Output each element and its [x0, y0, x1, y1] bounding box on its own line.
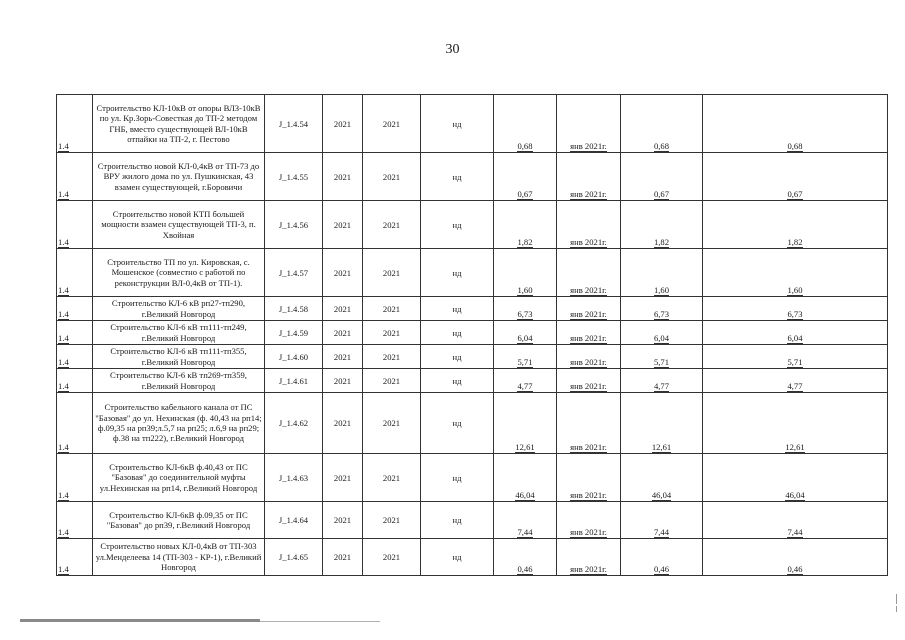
cell-code — [57, 321, 93, 345]
cell-year-start — [323, 321, 363, 345]
cell-year-start-text: 2021 — [333, 267, 352, 278]
cell-year-start-text: 2021 — [333, 118, 352, 129]
cell-value-2-text: 0,68 — [653, 141, 670, 151]
table-row — [57, 369, 888, 393]
cell-project-id — [265, 454, 323, 502]
cell-value — [494, 539, 557, 576]
cell-year-start — [323, 153, 363, 201]
cell-value-2-text: 1,60 — [653, 285, 670, 295]
cell-project-id-text: J_1.4.56 — [278, 219, 309, 230]
cell-description-text: Строительство КЛ-6 кВ тп111-тп249, г.Великий Новгород — [110, 322, 247, 343]
cell-value-3 — [703, 369, 888, 393]
cell-value-text: 0,68 — [517, 141, 533, 151]
cell-value-text: 1,60 — [517, 285, 533, 295]
table-row — [57, 454, 888, 502]
cell-value-3 — [703, 95, 888, 153]
page-number: 30 — [445, 42, 460, 57]
cell-value-2-text: 1,82 — [653, 237, 670, 247]
cell-date-text: янв 2021г. — [570, 333, 607, 343]
cell-value-text: 12,61 — [515, 442, 535, 452]
cell-note-text: нд — [452, 327, 462, 338]
cell-value-3-text: 0,67 — [787, 189, 803, 199]
cell-note-text: нд — [452, 118, 462, 129]
cell-code — [57, 95, 93, 153]
cell-description-text: Строительство КЛ-6 кВ тп269-тп359, г.Великий Новгород — [110, 370, 247, 391]
cell-value — [494, 454, 557, 502]
cell-value — [494, 345, 557, 369]
cell-value-2-text: 12,61 — [651, 442, 672, 452]
cell-date-text: янв 2021г. — [570, 442, 607, 452]
cell-project-id — [265, 369, 323, 393]
cell-value-text: 5,71 — [517, 357, 533, 367]
cell-date-text: янв 2021г. — [570, 285, 607, 295]
cell-value-3-text: 7,44 — [787, 527, 803, 537]
cell-value-2 — [621, 297, 703, 321]
cell-date — [557, 502, 621, 539]
cell-value-3 — [703, 201, 888, 249]
cell-project-id — [265, 393, 323, 454]
cell-value-3 — [703, 454, 888, 502]
cell-description-text: Строительство КЛ-10кВ от опоры ВЛЗ-10кВ по ул. Кр.Зорь-Совесткая до ТП-2 методом ГНБ, вместо существующей ВЛ-10кВ отпайки на ТП-2, г. Пестово — [96, 102, 261, 144]
cell-value-2-text: 5,71 — [653, 357, 670, 367]
cell-code-text: 1.4 — [58, 285, 69, 295]
cell-date — [557, 393, 621, 454]
cell-description-text: Строительство КЛ-6кВ ф.09,35 от ПС "Базовая" до рп39, г.Великий Новгород — [106, 509, 251, 530]
cell-code-text: 1.4 — [58, 527, 69, 537]
cell-description — [93, 454, 265, 502]
cell-year-end — [363, 201, 421, 249]
cell-value-3 — [703, 321, 888, 345]
cell-project-id — [265, 321, 323, 345]
cell-year-start — [323, 502, 363, 539]
cell-project-id-text: J_1.4.58 — [278, 303, 309, 314]
cell-value-2 — [621, 345, 703, 369]
cell-year-start-text: 2021 — [333, 515, 352, 525]
cell-value-text: 0,46 — [517, 564, 533, 574]
cell-description — [93, 393, 265, 454]
cell-project-id-text: J_1.4.60 — [278, 351, 309, 362]
cell-value-3-text: 1,82 — [787, 237, 803, 247]
cell-note — [421, 321, 494, 345]
cell-year-end-text: 2021 — [382, 267, 401, 278]
cell-value-3-text: 46,04 — [785, 490, 805, 500]
cell-project-id — [265, 153, 323, 201]
cell-note — [421, 393, 494, 454]
cell-project-id — [265, 201, 323, 249]
cell-code-text: 1.4 — [58, 564, 69, 574]
cell-description-text: Строительство ТП по ул. Кировская, с. Мошенское (совместно с работой по реконструкции ВЛ-0,4кВ от ТП-1). — [107, 256, 250, 288]
cell-note — [421, 345, 494, 369]
cell-code — [57, 393, 93, 454]
cell-year-end-text: 2021 — [382, 375, 401, 386]
cell-code — [57, 249, 93, 297]
cell-project-id — [265, 502, 323, 539]
cell-date — [557, 201, 621, 249]
cell-year-start — [323, 297, 363, 321]
cell-description — [93, 153, 265, 201]
cell-value-2 — [621, 502, 703, 539]
cell-description — [93, 345, 265, 369]
cell-date-text: янв 2021г. — [570, 381, 607, 391]
cell-value-text: 6,04 — [517, 333, 533, 343]
cell-date-text: янв 2021г. — [570, 309, 607, 319]
cell-value-3-text: 12,61 — [785, 442, 805, 452]
cell-note-text: нд — [452, 303, 462, 314]
cell-date-text: янв 2021г. — [570, 527, 607, 537]
cell-project-id — [265, 539, 323, 576]
cell-project-id-text: J_1.4.55 — [278, 171, 309, 182]
table-row — [57, 95, 888, 153]
cell-year-end — [363, 249, 421, 297]
table-row — [57, 249, 888, 297]
cell-project-id-text: J_1.4.65 — [278, 552, 309, 562]
cell-value-3-text: 1,60 — [787, 285, 803, 295]
cell-project-id — [265, 297, 323, 321]
cell-code-text: 1.4 — [58, 442, 69, 452]
cell-code-text: 1.4 — [58, 381, 69, 391]
cell-project-id-text: J_1.4.64 — [278, 515, 309, 525]
cell-note-text: нд — [452, 219, 462, 230]
cell-note — [421, 201, 494, 249]
cell-value — [494, 321, 557, 345]
table-body — [57, 95, 888, 576]
cell-year-end-text: 2021 — [382, 418, 401, 428]
cell-note-text: нд — [452, 418, 462, 428]
cell-code — [57, 345, 93, 369]
cell-date — [557, 153, 621, 201]
cell-year-end — [363, 539, 421, 576]
cell-note — [421, 297, 494, 321]
cell-project-id-text: J_1.4.57 — [278, 267, 309, 278]
cell-project-id-text: J_1.4.62 — [278, 418, 309, 428]
cell-value-2 — [621, 454, 703, 502]
cell-value-2 — [621, 201, 703, 249]
cell-code — [57, 539, 93, 576]
cell-year-start-text: 2021 — [333, 472, 352, 483]
cell-year-start-text: 2021 — [333, 171, 352, 182]
cell-value-3-text: 0,46 — [787, 564, 803, 574]
cell-value-3 — [703, 249, 888, 297]
cell-description — [93, 321, 265, 345]
table-row — [57, 345, 888, 369]
cell-description-text: Строительство КЛ-6 кВ тп111-тп355, г.Великий Новгород — [110, 346, 247, 367]
cell-year-end-text: 2021 — [382, 472, 401, 483]
cell-description — [93, 539, 265, 576]
cell-description — [93, 249, 265, 297]
scan-edge-mark — [896, 606, 897, 612]
cell-year-start-text: 2021 — [333, 219, 352, 230]
cell-note — [421, 95, 494, 153]
cell-code-text: 1.4 — [58, 309, 69, 319]
cell-value-2-text: 6,73 — [653, 309, 670, 319]
cell-value-3-text: 5,71 — [787, 357, 803, 367]
cell-value-3-text: 0,68 — [787, 141, 803, 151]
cell-value-2-text: 46,04 — [651, 490, 672, 500]
cell-year-start-text: 2021 — [333, 552, 352, 562]
investment-table — [56, 94, 888, 576]
cell-year-end-text: 2021 — [382, 351, 401, 362]
cell-code-text: 1.4 — [58, 333, 69, 343]
cell-value-text: 4,77 — [517, 381, 533, 391]
cell-project-id — [265, 95, 323, 153]
cell-project-id-text: J_1.4.63 — [278, 472, 309, 483]
cell-note — [421, 369, 494, 393]
cell-value — [494, 249, 557, 297]
cell-value-text: 7,44 — [517, 527, 533, 537]
cell-value-2 — [621, 95, 703, 153]
table-row — [57, 153, 888, 201]
cell-year-end — [363, 454, 421, 502]
cell-code — [57, 502, 93, 539]
cell-value-2-text: 6,04 — [653, 333, 670, 343]
cell-value-3-text: 6,73 — [787, 309, 803, 319]
cell-project-id-text: J_1.4.61 — [278, 375, 309, 386]
cell-value-2 — [621, 321, 703, 345]
cell-note-text: нд — [452, 552, 462, 562]
cell-code — [57, 369, 93, 393]
cell-year-start-text: 2021 — [333, 327, 352, 338]
table-row — [57, 502, 888, 539]
cell-description — [93, 201, 265, 249]
cell-date — [557, 345, 621, 369]
cell-year-start-text: 2021 — [333, 351, 352, 362]
cell-year-end — [363, 153, 421, 201]
scan-edge-mark — [896, 594, 897, 604]
cell-description — [93, 369, 265, 393]
cell-project-id — [265, 249, 323, 297]
table-row — [57, 297, 888, 321]
cell-year-end-text: 2021 — [382, 552, 401, 562]
cell-year-end-text: 2021 — [382, 219, 401, 230]
cell-date — [557, 95, 621, 153]
cell-date — [557, 321, 621, 345]
cell-value-3-text: 4,77 — [787, 381, 803, 391]
cell-year-end — [363, 393, 421, 454]
cell-code — [57, 297, 93, 321]
cell-project-id — [265, 345, 323, 369]
cell-code-text: 1.4 — [58, 141, 69, 151]
cell-value-2 — [621, 393, 703, 454]
cell-year-start — [323, 393, 363, 454]
cell-year-end — [363, 502, 421, 539]
cell-year-start — [323, 369, 363, 393]
cell-value — [494, 201, 557, 249]
cell-value-2-text: 0,46 — [653, 564, 670, 574]
cell-code — [57, 153, 93, 201]
cell-year-start — [323, 539, 363, 576]
cell-code-text: 1.4 — [58, 357, 69, 367]
cell-value-3 — [703, 539, 888, 576]
table-row — [57, 321, 888, 345]
cell-value — [494, 369, 557, 393]
table-row — [57, 393, 888, 454]
cell-value-3-text: 6,04 — [787, 333, 803, 343]
cell-value-text: 0,67 — [517, 189, 533, 199]
cell-value-2-text: 7,44 — [653, 527, 670, 537]
cell-note-text: нд — [452, 351, 462, 362]
cell-value-3 — [703, 393, 888, 454]
cell-year-end-text: 2021 — [382, 118, 401, 129]
cell-note — [421, 249, 494, 297]
cell-year-start — [323, 249, 363, 297]
cell-description-text: Строительство КЛ-6 кВ рп27-тп290, г.Великий Новгород — [111, 298, 246, 319]
cell-value-2-text: 4,77 — [653, 381, 670, 391]
cell-value — [494, 153, 557, 201]
cell-date-text: янв 2021г. — [570, 357, 607, 367]
cell-value — [494, 393, 557, 454]
cell-code — [57, 454, 93, 502]
cell-year-start-text: 2021 — [333, 303, 352, 314]
cell-description — [93, 297, 265, 321]
cell-value-2-text: 0,67 — [653, 189, 670, 199]
cell-description — [93, 502, 265, 539]
cell-date-text: янв 2021г. — [570, 564, 607, 574]
cell-year-end — [363, 369, 421, 393]
scan-edge-line — [260, 621, 380, 622]
cell-value-3 — [703, 502, 888, 539]
cell-note-text: нд — [452, 515, 462, 525]
cell-date-text: янв 2021г. — [570, 189, 607, 199]
cell-code-text: 1.4 — [58, 237, 69, 247]
cell-project-id-text: J_1.4.59 — [278, 327, 309, 338]
cell-year-start — [323, 345, 363, 369]
cell-note-text: нд — [452, 171, 462, 182]
cell-year-start — [323, 95, 363, 153]
cell-date-text: янв 2021г. — [570, 490, 607, 500]
cell-year-end — [363, 297, 421, 321]
cell-description-text: Строительство новой КТП большей мощности взамен существующей ТП-3, п. Хвойная — [101, 208, 256, 240]
cell-note-text: нд — [452, 375, 462, 386]
cell-value-3 — [703, 297, 888, 321]
cell-year-end — [363, 321, 421, 345]
cell-code — [57, 201, 93, 249]
cell-value — [494, 297, 557, 321]
cell-value-3 — [703, 345, 888, 369]
scan-edge-bar — [20, 619, 260, 622]
cell-value-2 — [621, 369, 703, 393]
cell-value-2 — [621, 153, 703, 201]
cell-description — [93, 95, 265, 153]
cell-value-3 — [703, 153, 888, 201]
table-row — [57, 201, 888, 249]
cell-description-text: Строительство новой КЛ-0,4кВ от ТП-73 до ВРУ жилого дома по ул. Пушкинская, 43 взамен существующей, г.Боровичи — [97, 160, 260, 192]
cell-date-text: янв 2021г. — [570, 237, 607, 247]
cell-date — [557, 369, 621, 393]
cell-year-start — [323, 201, 363, 249]
cell-year-end-text: 2021 — [382, 327, 401, 338]
cell-code-text: 1.4 — [58, 189, 69, 199]
cell-note — [421, 153, 494, 201]
cell-date — [557, 249, 621, 297]
cell-year-end-text: 2021 — [382, 171, 401, 182]
cell-description-text: Строительство новых КЛ-0,4кВ от ТП-303 ул.Менделеева 14 (ТП-303 - КР-1), г.Великий Новгород — [95, 541, 262, 573]
cell-note-text: нд — [452, 267, 462, 278]
cell-value-2 — [621, 249, 703, 297]
cell-year-end — [363, 345, 421, 369]
cell-project-id-text: J_1.4.54 — [278, 118, 309, 129]
cell-note — [421, 539, 494, 576]
cell-year-start — [323, 454, 363, 502]
cell-year-end — [363, 95, 421, 153]
cell-year-end-text: 2021 — [382, 303, 401, 314]
cell-note-text: нд — [452, 472, 462, 483]
cell-value-text: 1,82 — [517, 237, 533, 247]
cell-date-text: янв 2021г. — [570, 141, 607, 151]
table-row — [57, 539, 888, 576]
cell-year-start-text: 2021 — [333, 375, 352, 386]
cell-description-text: Строительство кабельного канала от ПС "Базовая" до ул. Нехинская (ф. 40,43 на рп14; ф.09,35 на рп39;л.5,7 на рп25; л.6,9 на рп29; ф.38 на тп222), г.Великий Новгород — [95, 402, 262, 444]
cell-description-text: Строительство КЛ-6кВ ф.40,43 от ПС "Базовая" до соединительной муфты ул.Нехинская на рп14, г.Великий Новгород — [99, 461, 258, 493]
cell-value-text: 6,73 — [517, 309, 533, 319]
cell-date — [557, 539, 621, 576]
cell-code-text: 1.4 — [58, 490, 69, 500]
cell-note — [421, 502, 494, 539]
cell-date — [557, 297, 621, 321]
cell-date — [557, 454, 621, 502]
cell-value-text: 46,04 — [515, 490, 535, 500]
cell-value — [494, 502, 557, 539]
cell-year-start-text: 2021 — [333, 418, 352, 428]
cell-year-end-text: 2021 — [382, 515, 401, 525]
cell-value-2 — [621, 539, 703, 576]
cell-note — [421, 454, 494, 502]
cell-value — [494, 95, 557, 153]
